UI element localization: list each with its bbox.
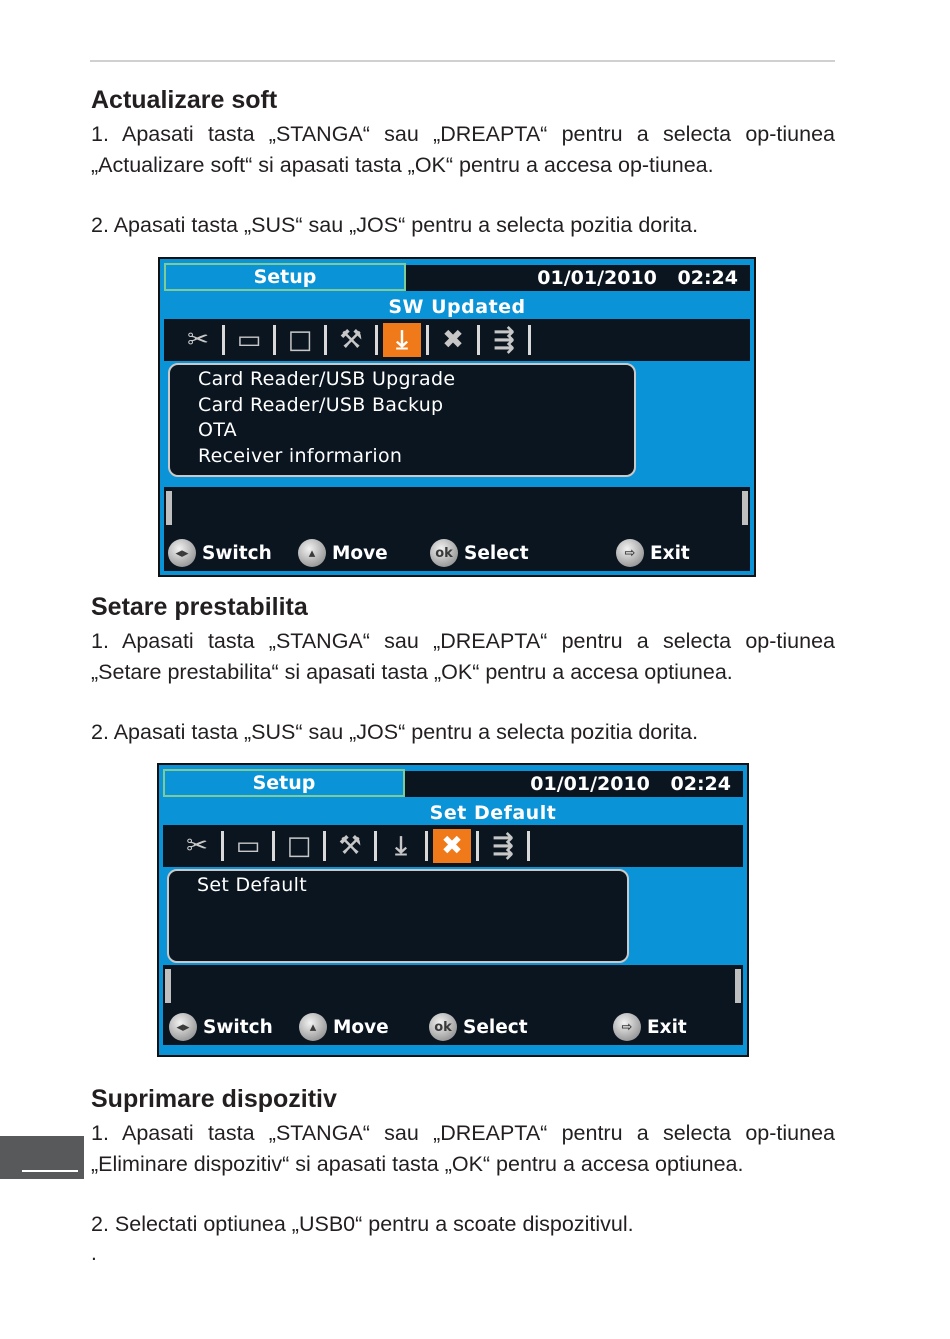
time-text: 02:24 xyxy=(677,267,738,289)
menu-icon-bar xyxy=(163,825,743,867)
move-button-icon: ▴ xyxy=(299,1013,327,1041)
hint-switch xyxy=(169,1013,273,1041)
section-paragraph: 2. Apasati tasta „SUS“ sau „JOS“ pentru a selecta pozitia dorita. xyxy=(91,720,699,744)
tv-icon[interactable]: □ xyxy=(287,325,313,355)
hint-move xyxy=(299,1013,389,1041)
separator xyxy=(273,325,276,355)
menu-item-receiver-info[interactable]: Receiver informarion xyxy=(198,444,403,467)
setup-label: Setup xyxy=(163,769,405,797)
tools-icon[interactable]: ✂ xyxy=(186,831,208,861)
settings-tools-icon[interactable]: ⚒ xyxy=(338,831,362,861)
section-paragraph: 2. Selectati optiunea „USB0“ pentru a scoate dispozitivul. xyxy=(91,1212,634,1236)
separator xyxy=(222,325,225,355)
menu-item-ota[interactable]: OTA xyxy=(198,419,237,441)
switch-button-icon: ◂▸ xyxy=(169,1013,197,1041)
top-bar xyxy=(163,771,743,797)
hint-switch xyxy=(168,539,272,567)
separator xyxy=(221,831,224,861)
hint-label: Move xyxy=(332,542,388,564)
datetime xyxy=(530,771,731,797)
trailing-dot: . xyxy=(91,1242,97,1265)
section-paragraph: 2. Apasati tasta „SUS“ sau „JOS“ pentru a selecta pozitia dorita. xyxy=(91,213,699,237)
page-tab-marker xyxy=(0,1136,84,1179)
section-paragraph: 1. Apasati tasta „STANGA“ sau „DREAPTA“ pentru a selecta op-tiunea „Eliminare dispozitiv“ si apasati tasta „OK“ pentru a accesa optiunea. xyxy=(91,1121,835,1176)
section-heading-suprimare: Suprimare dispozitiv xyxy=(91,1085,337,1113)
hint-select xyxy=(430,539,529,567)
delete-icon[interactable]: ✖ xyxy=(442,325,464,355)
separator xyxy=(477,325,480,355)
separator xyxy=(323,831,326,861)
top-rule xyxy=(90,60,835,62)
ok-button-icon: ok xyxy=(430,539,458,567)
hint-label: Switch xyxy=(202,542,272,564)
move-button-icon: ▴ xyxy=(298,539,326,567)
section-paragraph: 1. Apasati tasta „STANGA“ sau „DREAPTA“ pentru a selecta op-tiunea „Setare prestabilita“ si apasati tasta „OK“ pentru a accesa optiunea. xyxy=(91,629,835,684)
page-title: SW Updated xyxy=(388,296,526,318)
menu-item-set-default[interactable]: Set Default xyxy=(197,874,307,896)
exit-button-icon: ⇨ xyxy=(613,1013,641,1041)
hint-label: Switch xyxy=(203,1016,273,1038)
download-icon[interactable]: ⤓ xyxy=(383,323,421,357)
info-bar xyxy=(164,487,750,571)
hint-label: Select xyxy=(464,542,529,564)
separator xyxy=(375,325,378,355)
settings-tools-icon[interactable]: ⚒ xyxy=(339,325,363,355)
display-icon[interactable]: ▭ xyxy=(236,325,262,355)
separator xyxy=(425,831,428,861)
hint-label: Select xyxy=(463,1016,528,1038)
hint-select xyxy=(429,1013,528,1041)
separator xyxy=(528,325,531,355)
switch-button-icon: ◂▸ xyxy=(168,539,196,567)
section-heading-setare: Setare prestabilita xyxy=(91,593,308,621)
scrollbar-right xyxy=(742,491,748,525)
page-tab-line xyxy=(22,1170,78,1172)
exit-button-icon: ⇨ xyxy=(616,539,644,567)
usb-icon[interactable]: ⇶ xyxy=(492,831,514,861)
section-heading-actualizare: Actualizare soft xyxy=(91,86,278,114)
display-icon[interactable]: ▭ xyxy=(235,831,261,861)
date-text: 01/01/2010 xyxy=(530,773,650,795)
top-bar xyxy=(164,265,750,291)
tv-icon[interactable]: □ xyxy=(286,831,312,861)
info-bar xyxy=(163,965,743,1045)
menu-list xyxy=(167,869,629,963)
separator xyxy=(476,831,479,861)
hint-label: Exit xyxy=(647,1016,687,1038)
time-text: 02:24 xyxy=(670,773,731,795)
hint-label: Move xyxy=(333,1016,389,1038)
hint-exit xyxy=(616,539,690,567)
scrollbar-right xyxy=(735,969,741,1003)
delete-icon[interactable]: ✖ xyxy=(433,829,471,863)
scrollbar-left xyxy=(165,969,171,1003)
setup-label: Setup xyxy=(164,263,406,291)
separator xyxy=(426,325,429,355)
tools-icon[interactable]: ✂ xyxy=(187,325,209,355)
hint-exit xyxy=(613,1013,687,1041)
page-title: Set Default xyxy=(429,802,557,824)
menu-list xyxy=(168,363,636,477)
separator xyxy=(272,831,275,861)
datetime xyxy=(537,265,738,291)
tv-screen-set-default xyxy=(157,763,749,1057)
date-text: 01/01/2010 xyxy=(537,267,657,289)
menu-item-usb-upgrade[interactable]: Card Reader/USB Upgrade xyxy=(198,368,456,390)
ok-button-icon: ok xyxy=(429,1013,457,1041)
menu-icon-bar xyxy=(164,319,750,361)
separator xyxy=(324,325,327,355)
tv-screen-sw-updated xyxy=(158,257,756,577)
scrollbar-left xyxy=(166,491,172,525)
separator xyxy=(527,831,530,861)
usb-icon[interactable]: ⇶ xyxy=(493,325,515,355)
separator xyxy=(374,831,377,861)
hint-move xyxy=(298,539,388,567)
menu-item-usb-backup[interactable]: Card Reader/USB Backup xyxy=(198,393,444,416)
download-icon[interactable]: ⤓ xyxy=(395,830,407,861)
hint-label: Exit xyxy=(650,542,690,564)
section-paragraph: 1. Apasati tasta „STANGA“ sau „DREAPTA“ pentru a selecta op-tiunea „Actualizare soft“ si apasati tasta „OK“ pentru a accesa op-tiunea. xyxy=(91,122,835,177)
